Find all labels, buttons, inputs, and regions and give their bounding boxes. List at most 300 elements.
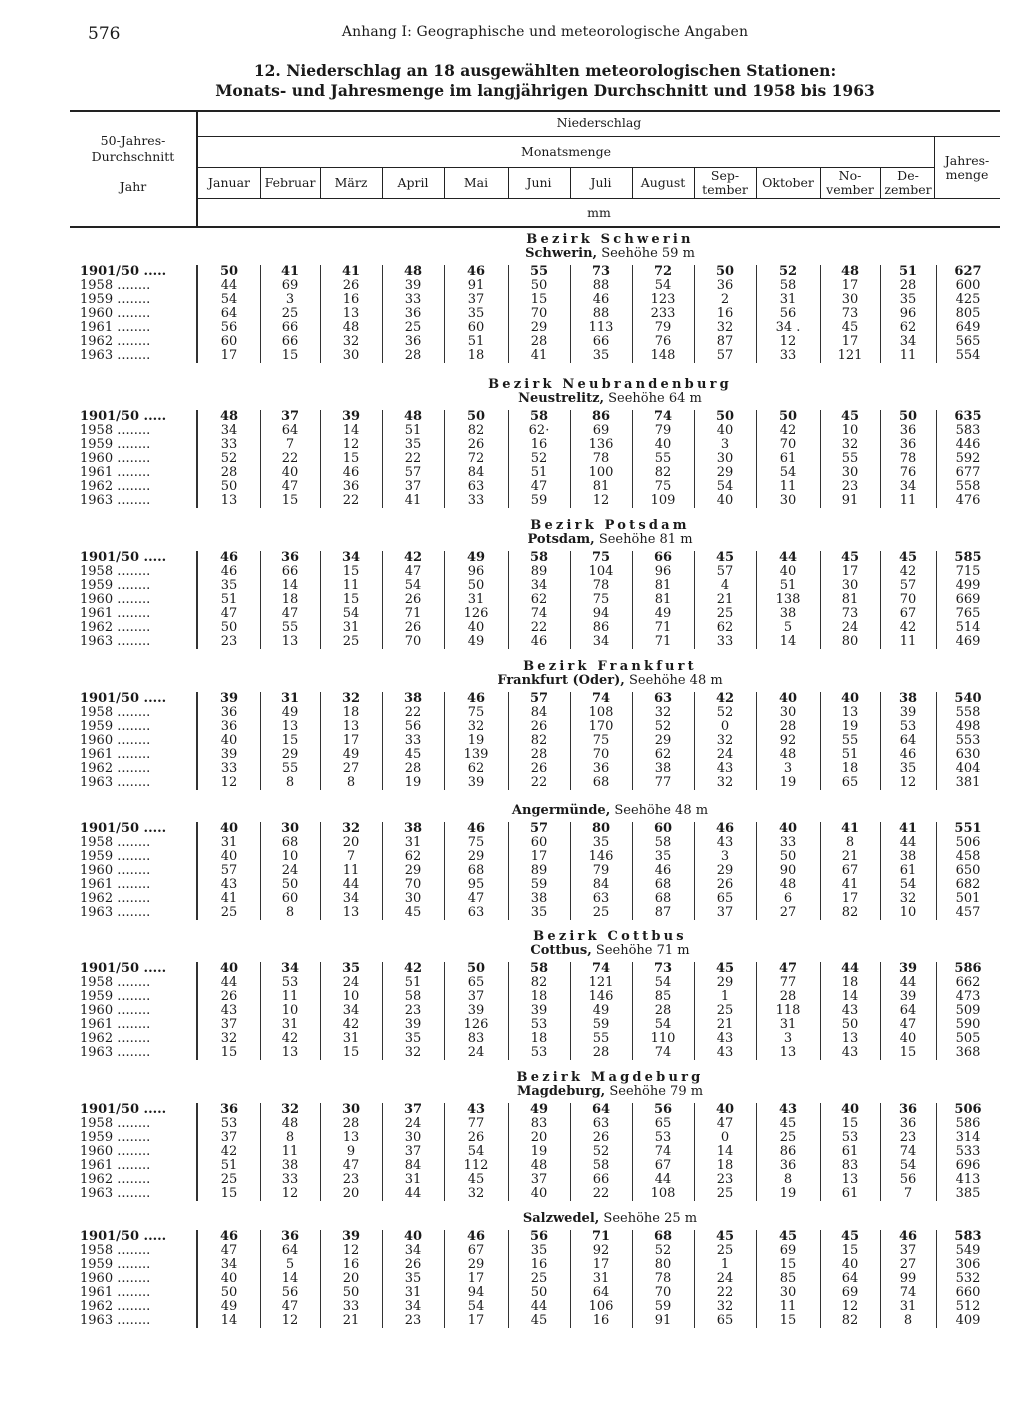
month-value-cell: 72: [653, 264, 673, 279]
month-value-cell: 58: [654, 835, 672, 850]
month-value-cell: 53: [530, 1017, 548, 1032]
month-value-cell: 30: [779, 705, 797, 720]
month-value-cell: 17: [841, 278, 859, 293]
month-value-cell: 3: [720, 437, 730, 452]
month-value-cell: 31: [342, 620, 360, 635]
month-value-cell: 2: [720, 292, 730, 307]
header-month-label: August: [640, 175, 686, 190]
annual-total-cell: 565: [955, 334, 981, 349]
month-value-cell: 37: [220, 1130, 238, 1145]
month-value-cell: 41: [404, 493, 422, 508]
month-value-cell: 19: [779, 1186, 797, 1201]
station-block: [70, 660, 1000, 790]
year-cell: 1962 ........: [80, 620, 151, 635]
annual-total-cell: 592: [955, 451, 981, 466]
month-value-cell: 14: [281, 1271, 299, 1286]
table-row: [70, 1004, 1000, 1018]
table-row: [70, 1314, 1000, 1328]
month-value-cell: 123: [650, 292, 676, 307]
month-value-cell: 51: [220, 1158, 238, 1173]
table-row: [70, 1117, 1000, 1131]
month-value-cell: 69: [592, 423, 610, 438]
month-value-cell: 33: [404, 292, 422, 307]
month-value-cell: 51: [779, 578, 797, 593]
month-value-cell: 58: [529, 961, 549, 976]
month-value-cell: 17: [530, 849, 548, 864]
month-value-cell: 16: [530, 437, 548, 452]
header-month-label: No-: [838, 168, 862, 183]
month-value-cell: 21: [716, 1017, 734, 1032]
month-value-cell: 18: [716, 1158, 734, 1173]
month-value-cell: 68: [654, 891, 672, 906]
month-value-cell: 47: [220, 606, 238, 621]
month-value-cell: 28: [404, 348, 422, 363]
month-value-cell: 49: [654, 606, 672, 621]
month-value-cell: 38: [654, 761, 672, 776]
month-value-cell: 96: [654, 564, 672, 579]
year-cell: 1958 ........: [80, 564, 151, 579]
station-name: Neustrelitz,: [518, 391, 604, 406]
month-value-cell: 59: [592, 1017, 610, 1032]
table-row: [70, 962, 1000, 976]
month-value-cell: 11: [342, 863, 360, 878]
header-month-label: Januar: [208, 175, 250, 190]
station-elevation: Seehöhe 64 m: [608, 391, 702, 406]
month-value-cell: 28: [404, 761, 422, 776]
month-value-cell: 49: [281, 705, 299, 720]
year-cell: 1962 ........: [80, 334, 151, 349]
annual-total-cell: 765: [955, 606, 981, 621]
month-value-cell: 36: [899, 1116, 917, 1131]
region-heading: Bezirk Frankfurt: [523, 659, 697, 674]
month-value-cell: 54: [220, 292, 238, 307]
month-value-cell: 34: [404, 1243, 422, 1258]
month-value-cell: 23: [220, 634, 238, 649]
month-value-cell: 63: [592, 891, 610, 906]
month-value-cell: 20: [342, 1271, 360, 1286]
table-row: [70, 1244, 1000, 1258]
header-jahresmenge-2: menge: [945, 167, 989, 182]
month-value-cell: 40: [841, 1257, 859, 1272]
month-value-cell: 17: [467, 1313, 485, 1328]
month-value-cell: 45: [841, 320, 859, 335]
month-value-cell: 39: [404, 1017, 422, 1032]
annual-total-cell: 381: [955, 775, 981, 790]
month-value-cell: 16: [530, 1257, 548, 1272]
table-row: [70, 452, 1000, 466]
month-value-cell: 79: [592, 863, 610, 878]
header-month-2: [320, 176, 382, 190]
annual-total-cell: 473: [955, 989, 981, 1004]
month-value-cell: 25: [716, 1003, 734, 1018]
month-value-cell: 15: [342, 1045, 360, 1060]
month-value-cell: 62: [404, 849, 422, 864]
year-cell: 1962 ........: [80, 479, 151, 494]
month-value-cell: 55: [281, 620, 299, 635]
month-value-cell: 23: [899, 1130, 917, 1145]
annual-total-cell: 558: [955, 705, 981, 720]
month-value-cell: 39: [467, 775, 485, 790]
month-value-cell: 14: [342, 423, 360, 438]
annual-total-cell: 586: [955, 1116, 981, 1131]
month-value-cell: 40: [220, 849, 238, 864]
month-value-cell: 170: [588, 719, 614, 734]
month-value-cell: 57: [899, 578, 917, 593]
month-value-cell: 42: [899, 564, 917, 579]
month-value-cell: 57: [220, 863, 238, 878]
year-cell: 1963 ........: [80, 493, 151, 508]
month-value-cell: 46: [466, 691, 486, 706]
month-value-cell: 136: [588, 437, 614, 452]
table-row: [70, 748, 1000, 762]
month-value-cell: 52: [654, 719, 672, 734]
month-value-cell: 54: [654, 1017, 672, 1032]
month-value-cell: 12: [220, 775, 238, 790]
month-value-cell: 51: [841, 747, 859, 762]
table-row: [70, 976, 1000, 990]
month-value-cell: 110: [650, 1031, 676, 1046]
month-value-cell: 82: [841, 1313, 859, 1328]
station-block: [70, 1071, 1000, 1201]
month-value-cell: 28: [530, 334, 548, 349]
month-value-cell: 12: [342, 437, 360, 452]
month-value-cell: 13: [342, 719, 360, 734]
month-value-cell: 109: [650, 493, 676, 508]
month-value-cell: 28: [779, 719, 797, 734]
month-value-cell: 55: [529, 264, 549, 279]
month-value-cell: 27: [779, 905, 797, 920]
month-value-cell: 31: [779, 1017, 797, 1032]
annual-total-cell: 506: [954, 1102, 982, 1117]
table-row: [70, 265, 1000, 279]
month-value-cell: 63: [467, 479, 485, 494]
table-row: [70, 621, 1000, 635]
month-value-cell: 81: [654, 592, 672, 607]
month-value-cell: 44: [840, 961, 860, 976]
month-value-cell: 43: [716, 1045, 734, 1060]
month-value-cell: 35: [467, 306, 485, 321]
month-value-cell: 26: [467, 437, 485, 452]
month-value-cell: 40: [220, 733, 238, 748]
month-value-cell: 30: [841, 465, 859, 480]
month-value-cell: 54: [779, 465, 797, 480]
station-name: Magdeburg,: [516, 1084, 606, 1099]
month-value-cell: 34: [592, 634, 610, 649]
month-value-cell: 24: [342, 975, 360, 990]
year-cell: 1901/50 .....: [80, 1102, 167, 1117]
month-value-cell: 83: [467, 1031, 485, 1046]
year-cell: 1961 ........: [80, 320, 151, 335]
table-row: [70, 466, 1000, 480]
month-value-cell: 47: [716, 1116, 734, 1131]
month-value-cell: 47: [281, 479, 299, 494]
month-value-cell: 54: [404, 578, 422, 593]
header-month-11: [880, 169, 936, 197]
month-value-cell: 29: [716, 465, 734, 480]
month-value-cell: 81: [841, 592, 859, 607]
month-value-cell: 33: [342, 1299, 360, 1314]
header-month-1: [260, 176, 320, 190]
month-value-cell: 49: [592, 1003, 610, 1018]
month-value-cell: 78: [654, 1271, 672, 1286]
month-value-cell: 5: [285, 1257, 295, 1272]
month-value-cell: 50: [220, 620, 238, 635]
month-value-cell: 30: [404, 891, 422, 906]
month-value-cell: 44: [778, 550, 798, 565]
month-value-cell: 37: [530, 1172, 548, 1187]
region-heading: Bezirk Magdeburg: [516, 1070, 704, 1085]
month-value-cell: 50: [715, 409, 735, 424]
month-value-cell: 44: [404, 1186, 422, 1201]
month-value-cell: 61: [779, 451, 797, 466]
month-value-cell: 21: [342, 1313, 360, 1328]
month-value-cell: 28: [530, 747, 548, 762]
annual-total-cell: 409: [955, 1313, 981, 1328]
station-elevation: Seehöhe 48 m: [614, 803, 709, 818]
month-value-cell: 118: [775, 1003, 801, 1018]
month-value-cell: 25: [281, 306, 299, 321]
month-value-cell: 68: [281, 835, 299, 850]
month-value-cell: 62: [530, 592, 548, 607]
month-value-cell: 80: [654, 1257, 672, 1272]
month-value-cell: 13: [220, 493, 238, 508]
station-block: [70, 930, 1000, 1060]
month-value-cell: 23: [404, 1313, 422, 1328]
month-value-cell: 26: [404, 620, 422, 635]
table-row: [70, 335, 1000, 349]
annual-total-cell: 476: [955, 493, 981, 508]
month-value-cell: 38: [403, 821, 423, 836]
month-value-cell: 78: [592, 578, 610, 593]
annual-total-cell: 662: [955, 975, 981, 990]
month-value-cell: 88: [592, 306, 610, 321]
month-value-cell: 108: [588, 705, 614, 720]
header-bottom-rule: [70, 226, 1000, 228]
month-value-cell: 68: [654, 877, 672, 892]
month-value-cell: 48: [840, 264, 860, 279]
month-value-cell: 8: [903, 1313, 913, 1328]
year-cell: 1963 ........: [80, 348, 151, 363]
month-value-cell: 29: [281, 747, 299, 762]
month-value-cell: 45: [898, 550, 918, 565]
month-value-cell: 78: [899, 451, 917, 466]
month-value-cell: 42: [779, 423, 797, 438]
header-month-label: April: [397, 175, 429, 190]
header-left-label-2: Durchschnitt: [91, 149, 175, 164]
header-monatsmenge: Monatsmenge: [521, 144, 611, 159]
table-row: [70, 551, 1000, 565]
month-value-cell: 49: [529, 1102, 549, 1117]
annual-total-cell: 501: [955, 891, 981, 906]
month-value-cell: 6: [783, 891, 793, 906]
header-month-label: Sep-: [710, 168, 740, 183]
month-value-cell: 26: [404, 592, 422, 607]
month-value-cell: 148: [650, 348, 676, 363]
month-value-cell: 47: [281, 606, 299, 621]
month-value-cell: 13: [779, 1045, 797, 1060]
month-value-cell: 54: [467, 1299, 485, 1314]
year-cell: 1961 ........: [80, 1285, 151, 1300]
month-value-cell: 30: [841, 578, 859, 593]
station-elevation: Seehöhe 79 m: [609, 1084, 704, 1099]
month-value-cell: 74: [591, 961, 611, 976]
running-head: Anhang I: Geographische und meteorologische Angaben: [341, 24, 749, 40]
month-value-cell: 55: [654, 451, 672, 466]
month-value-cell: 36: [220, 705, 238, 720]
year-cell: 1961 ........: [80, 747, 151, 762]
annual-total-cell: 669: [955, 592, 981, 607]
month-value-cell: 33: [220, 761, 238, 776]
month-value-cell: 79: [654, 423, 672, 438]
month-value-cell: 17: [467, 1271, 485, 1286]
year-cell: 1962 ........: [80, 1031, 151, 1046]
year-cell: 1901/50 .....: [80, 409, 167, 424]
month-value-cell: 38: [403, 691, 423, 706]
month-value-cell: 25: [530, 1271, 548, 1286]
month-value-cell: 8: [783, 1172, 793, 1187]
month-value-cell: 37: [220, 1017, 238, 1032]
month-value-cell: 64: [841, 1271, 859, 1286]
month-value-cell: 88: [592, 278, 610, 293]
month-value-cell: 17: [841, 891, 859, 906]
month-value-cell: 51: [530, 465, 548, 480]
annual-total-cell: 512: [955, 1299, 981, 1314]
station-elevation: Seehöhe 71 m: [595, 943, 690, 958]
month-value-cell: 34: [220, 423, 238, 438]
header-month-label: Oktober: [762, 175, 814, 190]
year-cell: 1963 ........: [80, 634, 151, 649]
month-value-cell: 31: [281, 1017, 299, 1032]
month-value-cell: 40: [654, 437, 672, 452]
month-value-cell: 139: [463, 747, 489, 762]
month-value-cell: 46: [342, 465, 360, 480]
month-value-cell: 80: [591, 821, 611, 836]
month-value-cell: 75: [467, 835, 485, 850]
month-value-cell: 71: [654, 634, 672, 649]
month-value-cell: 31: [404, 835, 422, 850]
month-value-cell: 64: [281, 1243, 299, 1258]
month-value-cell: 91: [467, 278, 485, 293]
month-value-cell: 15: [281, 733, 299, 748]
month-value-cell: 69: [841, 1285, 859, 1300]
year-cell: 1961 ........: [80, 1158, 151, 1173]
station-elevation: Seehöhe 48 m: [628, 673, 723, 688]
month-value-cell: 73: [841, 306, 859, 321]
header-left-label-3: Jahr: [119, 179, 147, 194]
header-month-label: De-: [897, 168, 919, 183]
month-value-cell: 94: [592, 606, 610, 621]
header-niederschlag: Niederschlag: [556, 115, 642, 130]
year-cell: 1901/50 .....: [80, 691, 167, 706]
month-value-cell: 146: [588, 989, 614, 1004]
month-value-cell: 40: [840, 1102, 860, 1117]
month-value-cell: 55: [281, 761, 299, 776]
month-value-cell: 106: [588, 1299, 614, 1314]
month-value-cell: 25: [342, 634, 360, 649]
header-month-6: [570, 176, 632, 190]
month-value-cell: 35: [899, 292, 917, 307]
month-value-cell: 44: [899, 835, 917, 850]
month-value-cell: 45: [778, 1229, 798, 1244]
month-value-cell: 18: [281, 592, 299, 607]
month-value-cell: 40: [219, 821, 239, 836]
month-value-cell: 46: [654, 863, 672, 878]
month-value-cell: 71: [404, 606, 422, 621]
month-value-cell: 24: [404, 1116, 422, 1131]
month-value-cell: 37: [280, 409, 300, 424]
month-value-cell: 42: [281, 1031, 299, 1046]
month-value-cell: 83: [530, 1116, 548, 1131]
year-cell: 1958 ........: [80, 278, 151, 293]
year-cell: 1962 ........: [80, 1299, 151, 1314]
month-value-cell: 64: [220, 306, 238, 321]
month-value-cell: 39: [341, 1229, 361, 1244]
month-value-cell: 17: [342, 733, 360, 748]
header-month-label-2: zember: [884, 182, 932, 197]
year-cell: 1960 ........: [80, 1271, 151, 1286]
month-value-cell: 38: [898, 691, 918, 706]
month-value-cell: 50: [467, 578, 485, 593]
month-value-cell: 58: [404, 989, 422, 1004]
month-value-cell: 45: [404, 747, 422, 762]
annual-total-cell: 457: [955, 905, 981, 920]
year-cell: 1958 ........: [80, 1116, 151, 1131]
month-value-cell: 31: [220, 835, 238, 850]
header-month-4: [444, 176, 508, 190]
annual-total-cell: 583: [954, 1229, 982, 1244]
month-value-cell: 40: [779, 564, 797, 579]
month-value-cell: 24: [281, 863, 299, 878]
month-value-cell: 29: [467, 849, 485, 864]
month-value-cell: 72: [467, 451, 485, 466]
table-row: [70, 892, 1000, 906]
month-value-cell: 60: [281, 891, 299, 906]
table-row: [70, 706, 1000, 720]
month-value-cell: 15: [779, 1313, 797, 1328]
month-value-cell: 112: [463, 1158, 489, 1173]
month-value-cell: 50: [219, 264, 239, 279]
month-value-cell: 0: [720, 1130, 730, 1145]
month-value-cell: 49: [467, 634, 485, 649]
station-block: [70, 519, 1000, 649]
month-value-cell: 77: [779, 975, 797, 990]
month-value-cell: 71: [591, 1229, 611, 1244]
month-value-cell: 32: [467, 1186, 485, 1201]
month-value-cell: 82: [530, 733, 548, 748]
region-heading: Bezirk Neubrandenburg: [488, 377, 732, 392]
month-value-cell: 15: [899, 1045, 917, 1060]
month-value-cell: 85: [654, 989, 672, 1004]
month-value-cell: 56: [779, 306, 797, 321]
month-value-cell: 42: [342, 1017, 360, 1032]
month-value-cell: 74: [899, 1285, 917, 1300]
month-value-cell: 47: [404, 564, 422, 579]
month-value-cell: 13: [342, 1130, 360, 1145]
table-row: [70, 279, 1000, 293]
month-value-cell: 70: [592, 747, 610, 762]
header-month-label: Juni: [526, 175, 552, 190]
annual-total-cell: 458: [955, 849, 981, 864]
month-value-cell: 33: [779, 348, 797, 363]
month-value-cell: 26: [530, 719, 548, 734]
month-value-cell: 104: [588, 564, 614, 579]
month-value-cell: 54: [899, 877, 917, 892]
month-value-cell: 34: [342, 891, 360, 906]
month-value-cell: 16: [342, 1257, 360, 1272]
month-value-cell: 28: [342, 1116, 360, 1131]
month-value-cell: 67: [654, 1158, 672, 1173]
month-value-cell: 44: [220, 278, 238, 293]
